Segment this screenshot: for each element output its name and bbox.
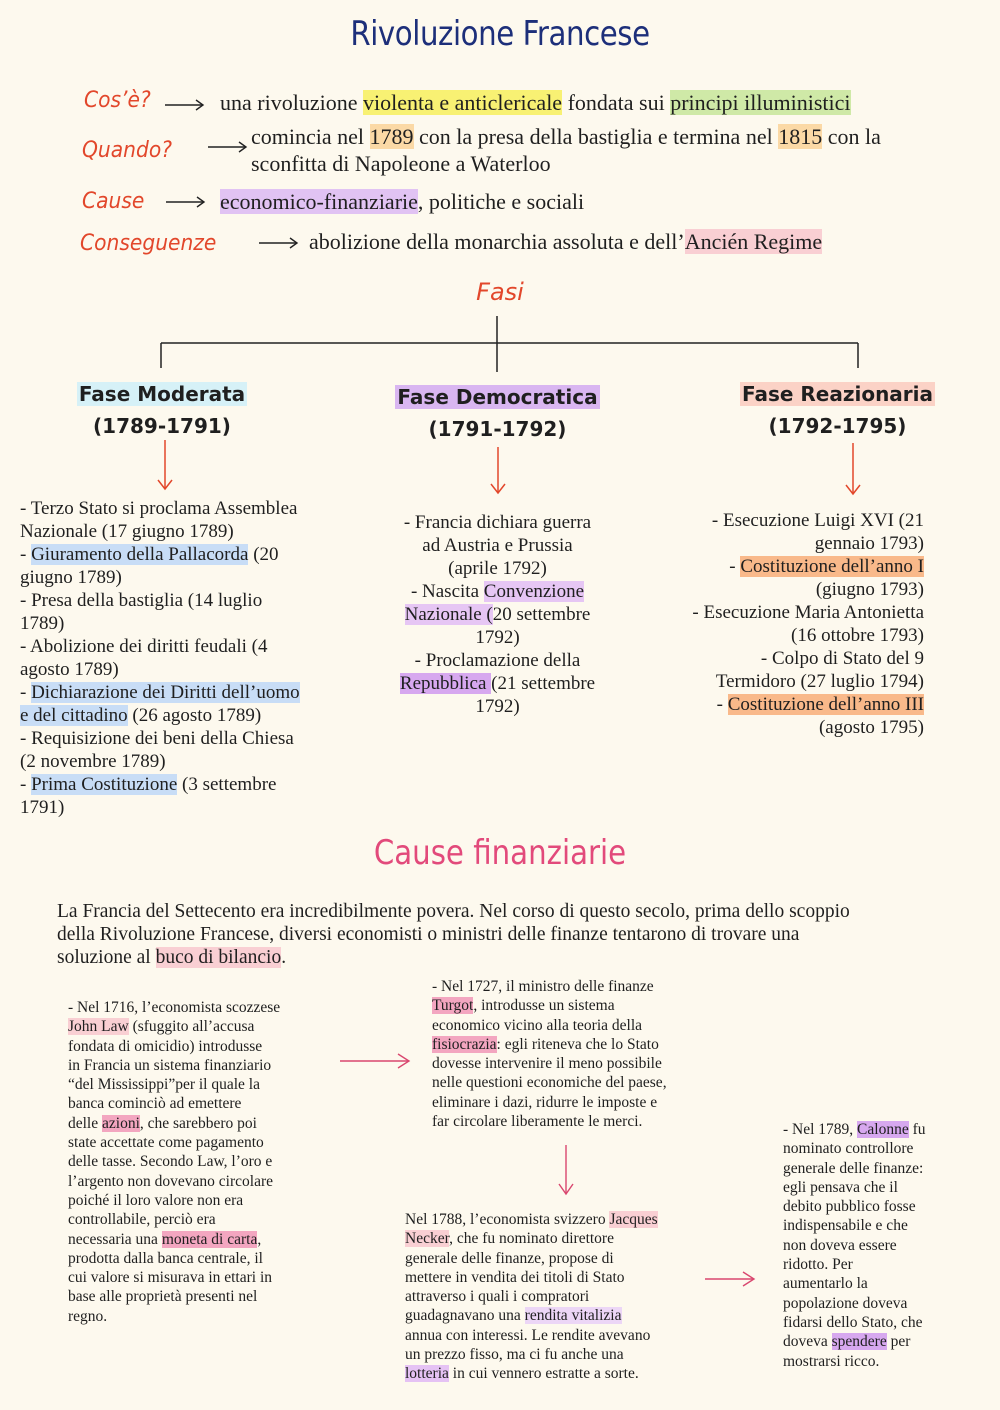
event-line: - Esecuzione Maria Antonietta (692, 602, 924, 623)
event-line: - Proclamazione della (414, 650, 581, 671)
text: doveva (783, 1333, 832, 1351)
text: - Nel 1789, (783, 1121, 858, 1138)
highlight: Costituzione dell’anno III (727, 694, 924, 715)
definition-cose (220, 89, 851, 116)
text: fondata di omicidio) introdusse (68, 1037, 263, 1055)
text (405, 1306, 715, 1325)
text: base alle proprietà presenti nel (68, 1288, 258, 1306)
event-line (640, 693, 924, 716)
text: comincia nel (251, 124, 370, 149)
highlight: John Law (68, 1018, 129, 1036)
text: debito pubblico fosse (783, 1198, 916, 1216)
highlight: violenta e anticlericale (362, 90, 563, 115)
highlight: Ancién Regime (684, 229, 823, 254)
phase-democratica-events (370, 511, 625, 718)
text: un prezzo fisso, ma ci fu anche una (405, 1346, 624, 1364)
text: fondata sui (562, 90, 671, 115)
text: , che sarebbero poi (139, 1114, 257, 1132)
text: non doveva essere (783, 1236, 897, 1254)
definition-conseguenze (309, 228, 822, 255)
label-cose: Cos’è? (84, 88, 151, 113)
highlight: Convenzione (483, 581, 585, 602)
text: , introdusse un sistema (473, 997, 615, 1015)
arrow-right-icon (166, 195, 208, 209)
text: , (257, 1230, 262, 1248)
text: - (729, 556, 741, 577)
highlight: Costituzione dell’anno I (740, 556, 924, 577)
arrow-right-icon (165, 98, 207, 112)
highlight: azioni (102, 1114, 140, 1132)
text: (21 settembre (491, 673, 596, 694)
text: generale delle finanze: (783, 1159, 924, 1177)
arrow-right-icon (705, 1270, 757, 1288)
highlight: 1815 (778, 124, 823, 149)
text: eliminare i dazi, ridurre le imposte e (432, 1093, 658, 1111)
text: - Nel 1727, il ministro delle finanze (432, 978, 654, 995)
text: - Nel 1716, l’economista scozzese (68, 999, 281, 1016)
event-line (20, 543, 360, 566)
text: : egli riteneva che lo Stato (496, 1035, 659, 1053)
definition-cause (220, 188, 584, 215)
event-line (20, 681, 360, 704)
text: l’argento non dovevano circolare (68, 1172, 274, 1190)
highlight: Jacques (609, 1211, 658, 1228)
text: banca cominciò ad emettere (68, 1095, 242, 1113)
highlight: fisiocrazia (432, 1035, 497, 1053)
highlight: spendere (831, 1333, 887, 1351)
text: fidarsi dello Stato, che (783, 1313, 923, 1331)
text: annua con interessi. Le rendite avevano (405, 1326, 651, 1344)
event-line (370, 603, 625, 626)
text: attraverso i quali i compratori (405, 1288, 590, 1306)
text: mostrarsi ricco. (783, 1352, 880, 1370)
text (405, 1210, 715, 1229)
event-line: (agosto 1795) (818, 717, 924, 738)
law-paragraph (68, 998, 328, 1326)
event-line: agosto 1789) (20, 659, 119, 680)
phase-reazionaria-events (640, 509, 924, 739)
text: . (281, 947, 287, 968)
highlight: Nazionale ( (404, 604, 493, 625)
event-line: (2 novembre 1789) (20, 751, 166, 772)
text: controllabile, perciò era (68, 1211, 216, 1229)
fasi-title: Fasi (476, 278, 524, 306)
highlight: principi illuministici (670, 90, 851, 115)
text (68, 1230, 328, 1249)
highlight: e del cittadino (20, 705, 128, 726)
text (432, 996, 732, 1015)
arrow-down-icon (556, 1145, 576, 1197)
event-line: Nazionale (17 giugno 1789) (20, 521, 234, 542)
highlight: lotteria (405, 1365, 449, 1383)
label-cause: Cause (82, 189, 145, 214)
text: - (716, 694, 728, 715)
event-line: (aprile 1792) (448, 558, 547, 579)
text: - (20, 774, 32, 795)
text: - Nascita (410, 581, 484, 602)
phase-democratica-header (390, 381, 605, 445)
text: indispensabile e che (783, 1217, 908, 1235)
text: 20 settembre (492, 604, 591, 625)
calonne-paragraph (783, 1120, 983, 1371)
phase-years: (1791-1792) (428, 417, 567, 441)
page-title: Rivoluzione Francese (350, 14, 650, 54)
highlight: Necker (405, 1230, 450, 1248)
phase-years: (1789-1791) (93, 414, 231, 438)
text: necessaria una (68, 1230, 162, 1248)
event-line (370, 580, 625, 603)
text: “del Mississippi”per il quale la (68, 1076, 260, 1094)
highlight: Giuramento della Pallacorda (31, 544, 249, 565)
text: con la presa della bastiglia e termina nel (413, 124, 779, 149)
text: aumentarlo la (783, 1275, 868, 1293)
event-line: - Terzo Stato si proclama Assemblea (20, 498, 298, 519)
text: Nel 1788, l’economista svizzero (405, 1211, 610, 1228)
text: delle (68, 1114, 102, 1132)
text: popolazione doveva (783, 1294, 908, 1312)
text: mettere in vendita dei titoli di Stato (405, 1268, 625, 1286)
turgot-paragraph (432, 977, 732, 1131)
event-line (370, 672, 625, 695)
text: (26 agosto 1789) (127, 705, 262, 726)
text: con la (822, 124, 881, 149)
text: economico vicino alla teoria della (432, 1016, 643, 1034)
text: (3 settembre (177, 774, 277, 795)
definition-quando (251, 123, 881, 177)
arrow-down-icon (843, 443, 863, 497)
text: dovesse intervenire il meno possibile (432, 1055, 662, 1073)
text: - (20, 544, 32, 565)
section-title: Cause finanziarie (373, 833, 627, 873)
label-conseguenze: Conseguenze (80, 231, 217, 256)
event-line: 1792) (475, 627, 520, 648)
text (432, 1035, 732, 1054)
text: in cui vennero estratte a sorte. (448, 1365, 639, 1383)
event-line: 1791) (20, 797, 65, 818)
text (68, 1114, 328, 1133)
event-line: - Requisizione dei beni della Chiesa (20, 728, 294, 749)
event-line: - Esecuzione Luigi XVI (21 (711, 510, 924, 531)
text: generale delle finanze, propose di (405, 1249, 614, 1267)
text: una rivoluzione (220, 90, 363, 115)
text: prodotta dalla banca centrale, il (68, 1249, 263, 1267)
text: delle tasse. Secondo Law, l’oro e (68, 1153, 273, 1171)
arrow-down-icon (488, 447, 508, 495)
highlight: moneta di carta (161, 1230, 258, 1248)
highlight: Calonne (857, 1121, 909, 1138)
text (57, 946, 977, 969)
arrow-right-icon (340, 1052, 412, 1070)
event-line: (giugno 1793) (815, 579, 924, 600)
text: , politiche e sociali (417, 189, 585, 214)
text (783, 1332, 983, 1351)
text: far circolare liberamente le merci. (432, 1113, 643, 1131)
text: poiché il loro valore non era (68, 1191, 244, 1209)
phase-name: Fase Moderata (78, 382, 246, 406)
label-quando: Quando? (82, 138, 172, 163)
event-line: ad Austria e Prussia (422, 535, 573, 556)
text: sconfitta di Napoleone a Waterloo (251, 151, 551, 176)
text (405, 1364, 715, 1383)
text: nelle questioni economiche del paese, (432, 1074, 667, 1092)
event-line: - Francia dichiara guerra (403, 512, 592, 533)
arrow-right-icon (259, 236, 301, 250)
text: state accettate come pagamento (68, 1134, 264, 1152)
text: per (886, 1333, 911, 1351)
highlight: rendita vitalizia (524, 1307, 622, 1325)
event-line: - Presa della bastiglia (14 luglio (20, 590, 263, 611)
highlight: economico-finanziarie (220, 189, 418, 214)
event-line: - Colpo di Stato del 9 (760, 648, 924, 669)
text: (20 (248, 544, 279, 565)
text: egli pensava che il (783, 1178, 898, 1196)
text: in Francia un sistema finanziario (68, 1056, 272, 1074)
highlight: Repubblica (399, 673, 492, 694)
event-line (640, 555, 924, 578)
text: cui valore si misurava in ettari in (68, 1269, 273, 1287)
text: soluzione al (57, 947, 156, 968)
event-line: (16 ottobre 1793) (791, 625, 924, 646)
phase-years: (1792-1795) (768, 414, 907, 438)
highlight: 1789 (369, 124, 414, 149)
text (783, 1120, 983, 1139)
intro-paragraph (57, 900, 977, 969)
highlight: Dichiarazione dei Diritti dell’uomo (31, 682, 300, 703)
phase-name: Fase Reazionaria (741, 382, 934, 406)
event-line (20, 773, 360, 796)
event-line: 1792) (475, 696, 520, 717)
text (405, 1229, 715, 1248)
text: abolizione della monarchia assoluta e dell’ (309, 229, 685, 254)
text: La Francia del Settecento era incredibilmente povera. Nel corso di questo secolo, prima dello scoppio (57, 901, 850, 922)
phase-reazionaria-header (735, 378, 940, 442)
event-line: Termidoro (27 luglio 1794) (715, 671, 924, 692)
event-line (20, 704, 360, 727)
arrow-down-icon (155, 440, 175, 492)
text: (sfuggito all’accusa (128, 1018, 255, 1036)
highlight: Prima Costituzione (31, 774, 178, 795)
text: ridotto. Per (783, 1256, 853, 1274)
phase-moderata-header (62, 378, 262, 442)
text: , che fu nominato direttore (449, 1230, 614, 1248)
text: fu (908, 1121, 926, 1138)
phase-moderata-events (20, 497, 360, 819)
necker-paragraph (405, 1210, 715, 1384)
highlight: Turgot (432, 997, 474, 1015)
phase-name: Fase Democratica (397, 385, 598, 409)
text: nominato controllore (783, 1140, 914, 1158)
text: della Rivoluzione Francese, diversi economisti o ministri delle finanze tentarono di trovare una (57, 924, 800, 945)
text: guadagnavano una (405, 1307, 525, 1325)
text (68, 1017, 328, 1036)
arrow-right-icon (208, 140, 250, 154)
text: regno. (68, 1307, 108, 1325)
event-line: 1789) (20, 613, 65, 634)
event-line: gennaio 1793) (814, 533, 924, 554)
highlight: buco di bilancio (155, 947, 282, 968)
text: - (20, 682, 32, 703)
phase-tree-connector (0, 310, 1000, 370)
event-line: - Abolizione dei diritti feudali (4 (20, 636, 268, 657)
event-line: giugno 1789) (20, 567, 122, 588)
